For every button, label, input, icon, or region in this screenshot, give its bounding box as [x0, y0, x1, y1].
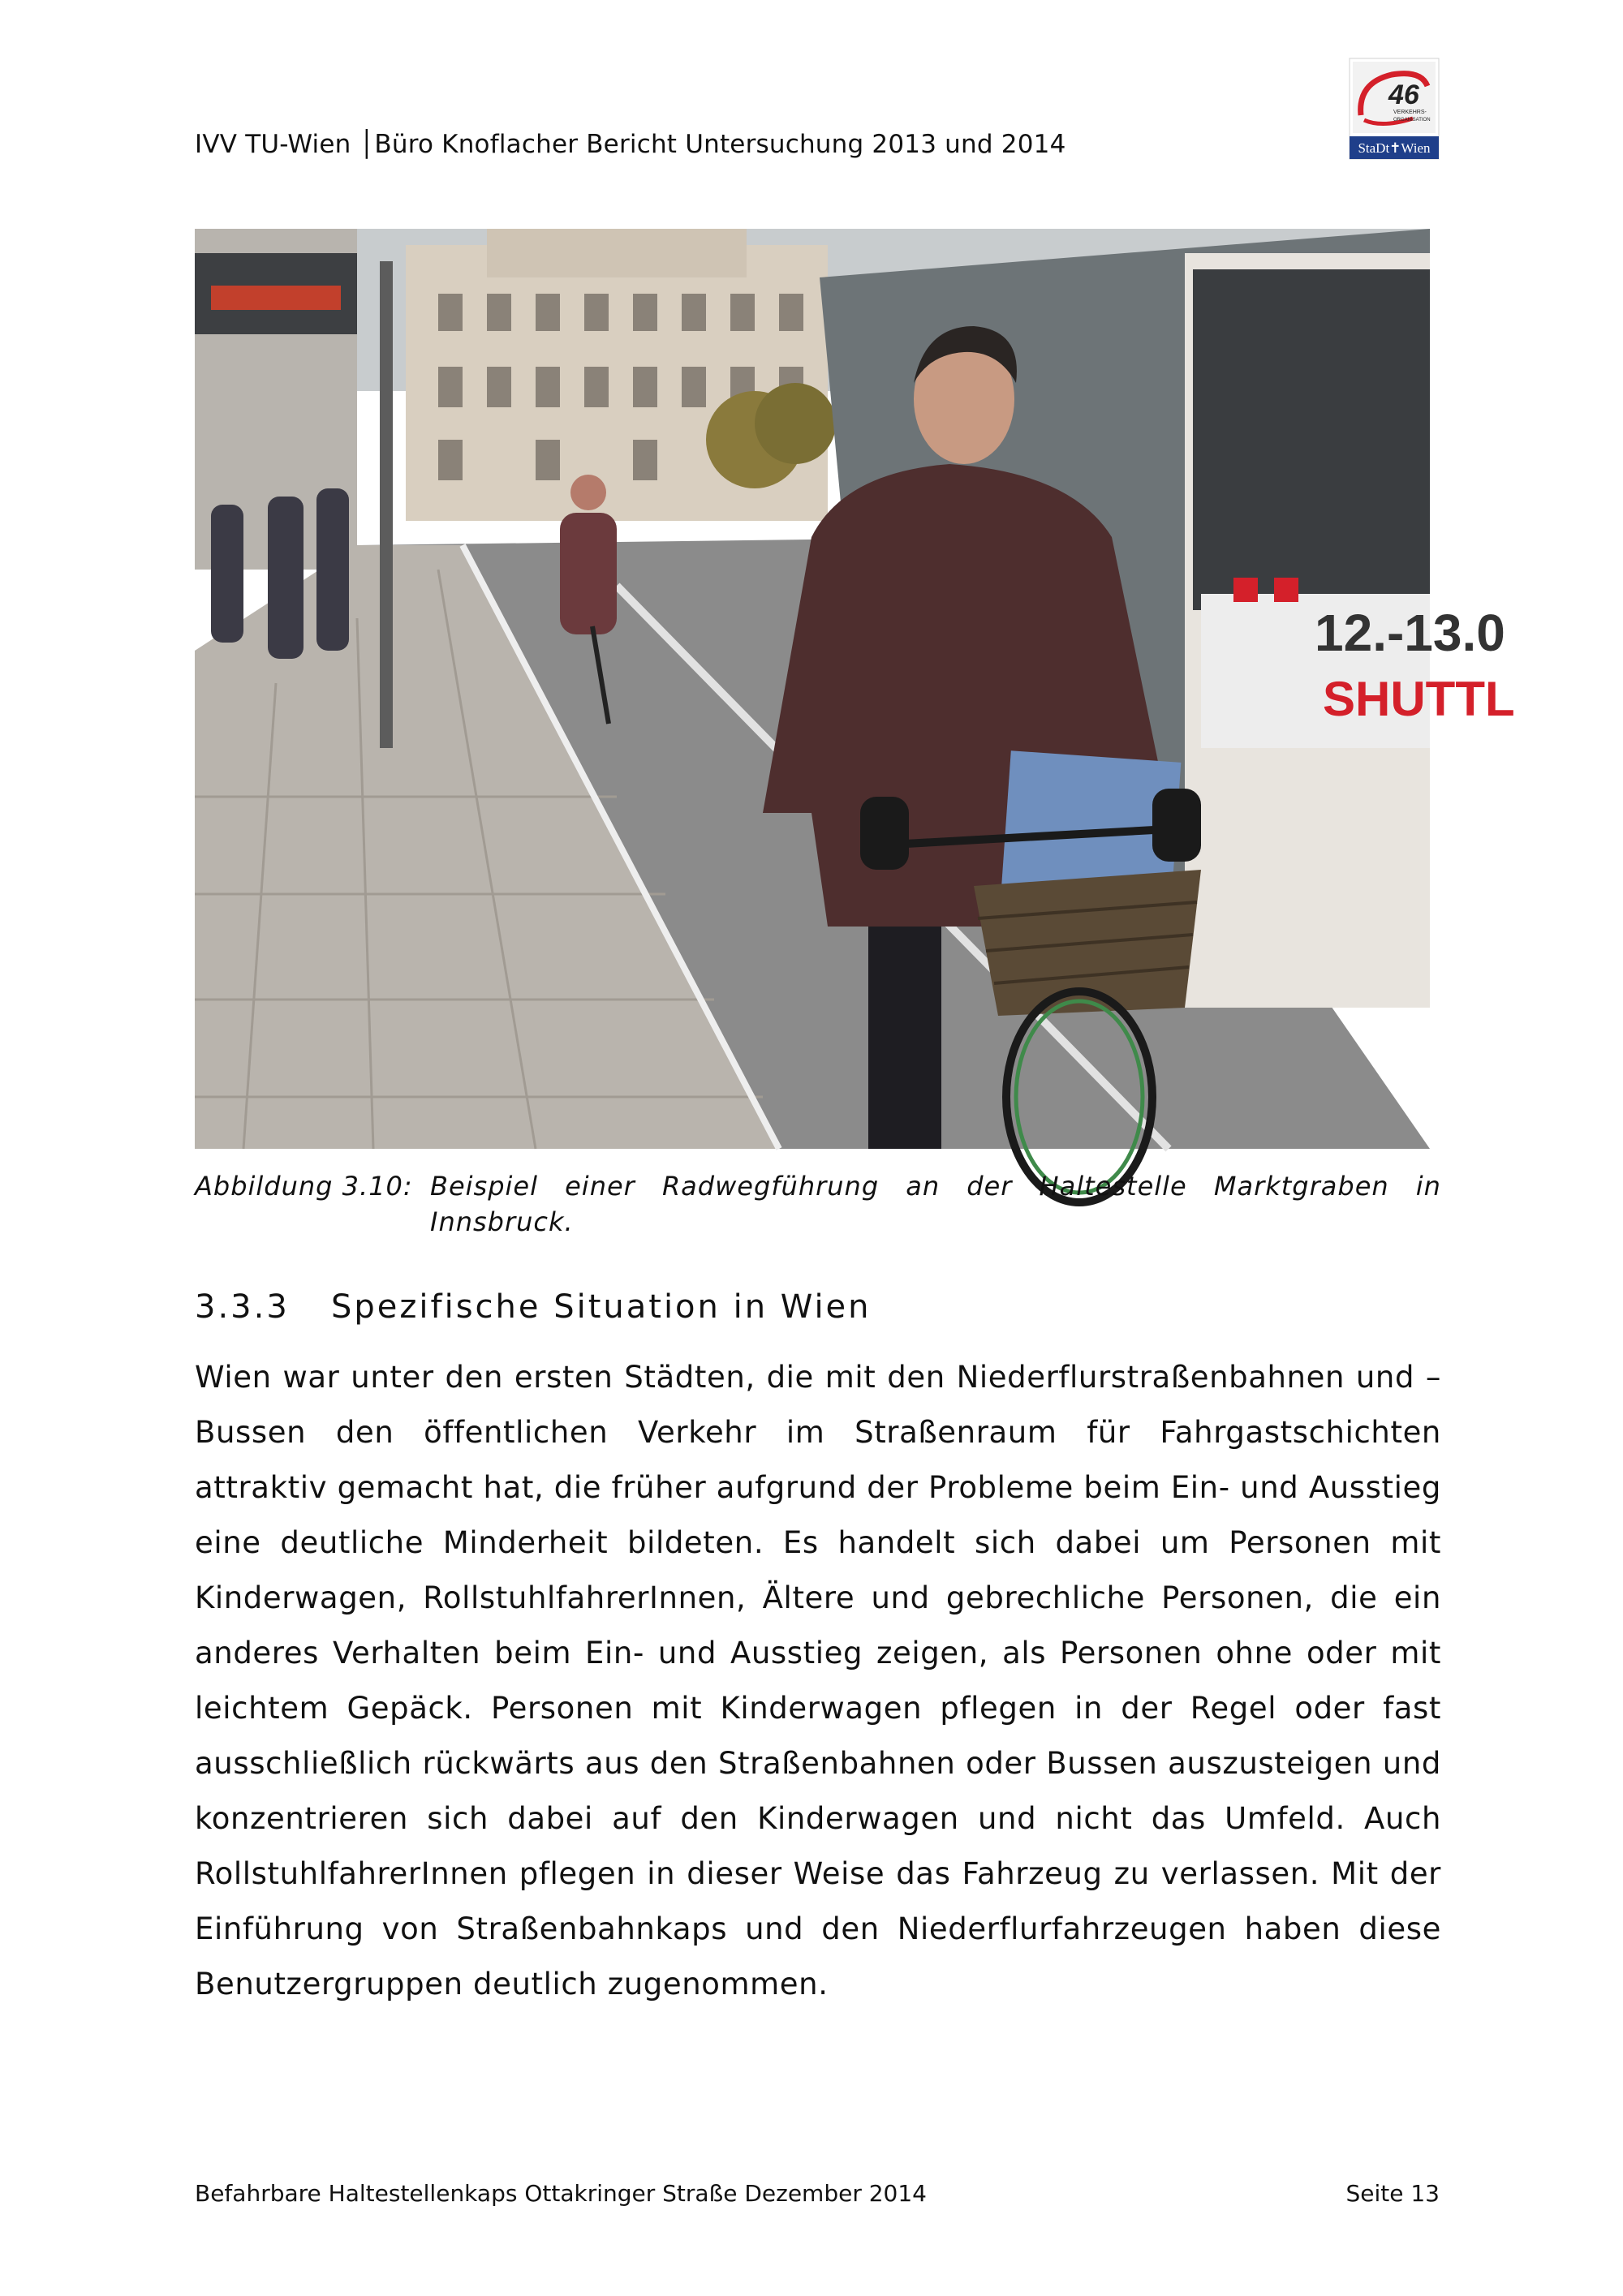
bus-destination-text-2: SHUTTL	[1323, 672, 1515, 726]
page-header-title: IVV TU-Wien │Büro Knoflacher Bericht Untersuchung 2013 und 2014	[195, 130, 1066, 159]
bus-destination-text-1: 12.-13.0	[1315, 604, 1505, 662]
caption-word: Radwegführung	[661, 1171, 880, 1202]
logo-number: 46	[1388, 80, 1419, 110]
stadt-wien-logo	[1350, 58, 1439, 159]
caption-word: der	[966, 1171, 1013, 1202]
logo-line-2: ORGANISATION	[1393, 118, 1431, 123]
logo-bottom-text: StaDt✝Wien	[1358, 140, 1431, 156]
caption-word: in	[1415, 1171, 1441, 1202]
footer-page-number: Seite 13	[1345, 2180, 1440, 2207]
cyclist-bus-stop-photo	[195, 229, 1515, 1149]
caption-label: Abbildung 3.10:	[195, 1171, 413, 1202]
section-heading	[195, 1288, 872, 1326]
caption-line-2: Innsbruck.	[430, 1206, 574, 1237]
caption-word: einer	[565, 1171, 635, 1202]
caption-word: Marktgraben	[1213, 1171, 1389, 1202]
logo-line-1: VERKEHRS-	[1393, 110, 1427, 115]
caption-line-1	[430, 1168, 1441, 1204]
section-number: 3.3.3	[195, 1288, 290, 1326]
caption-word: Haltestelle	[1039, 1171, 1187, 1202]
caption-word: Beispiel	[430, 1171, 538, 1202]
caption-word: an	[906, 1171, 941, 1202]
section-title: Spezifische Situation in Wien	[331, 1288, 872, 1326]
body-paragraph: Wien war unter den ersten Städten, die mit den Niederflurstraßenbahnen und – Bussen den öffentlichen Verkehr im Straßenraum für Fahrgastschichten attraktiv gemacht hat, die früher aufgrund der Probleme beim Ein- und Ausstieg eine deutliche Minderheit bildeten. Es handelt sich dabei um Personen mit Kinderwagen, RollstuhlfahrerInnen, Ältere und gebrechliche Personen, die ein anderes Verhalten beim Ein- und Ausstieg zeigen, als Personen ohne oder mit leichtem Gepäck. Personen mit Kinderwagen pflegen in der Regel oder fast ausschließlich rückwärts aus den Straßenbahnen oder Bussen auszusteigen und konzentrieren sich dabei auf den Kinderwagen und nicht das Umfeld. Auch RollstuhlfahrerInnen pflegen in dieser Weise das Fahrzeug zu verlassen. Mit der Einführung von Straßenbahnkaps und den Niederflurfahrzeugen haben diese Benutzergruppen deutlich zugenommen.	[195, 1360, 1441, 2001]
footer-document-title: Befahrbare Haltestellenkaps Ottakringer Straße Dezember 2014	[195, 2180, 927, 2207]
